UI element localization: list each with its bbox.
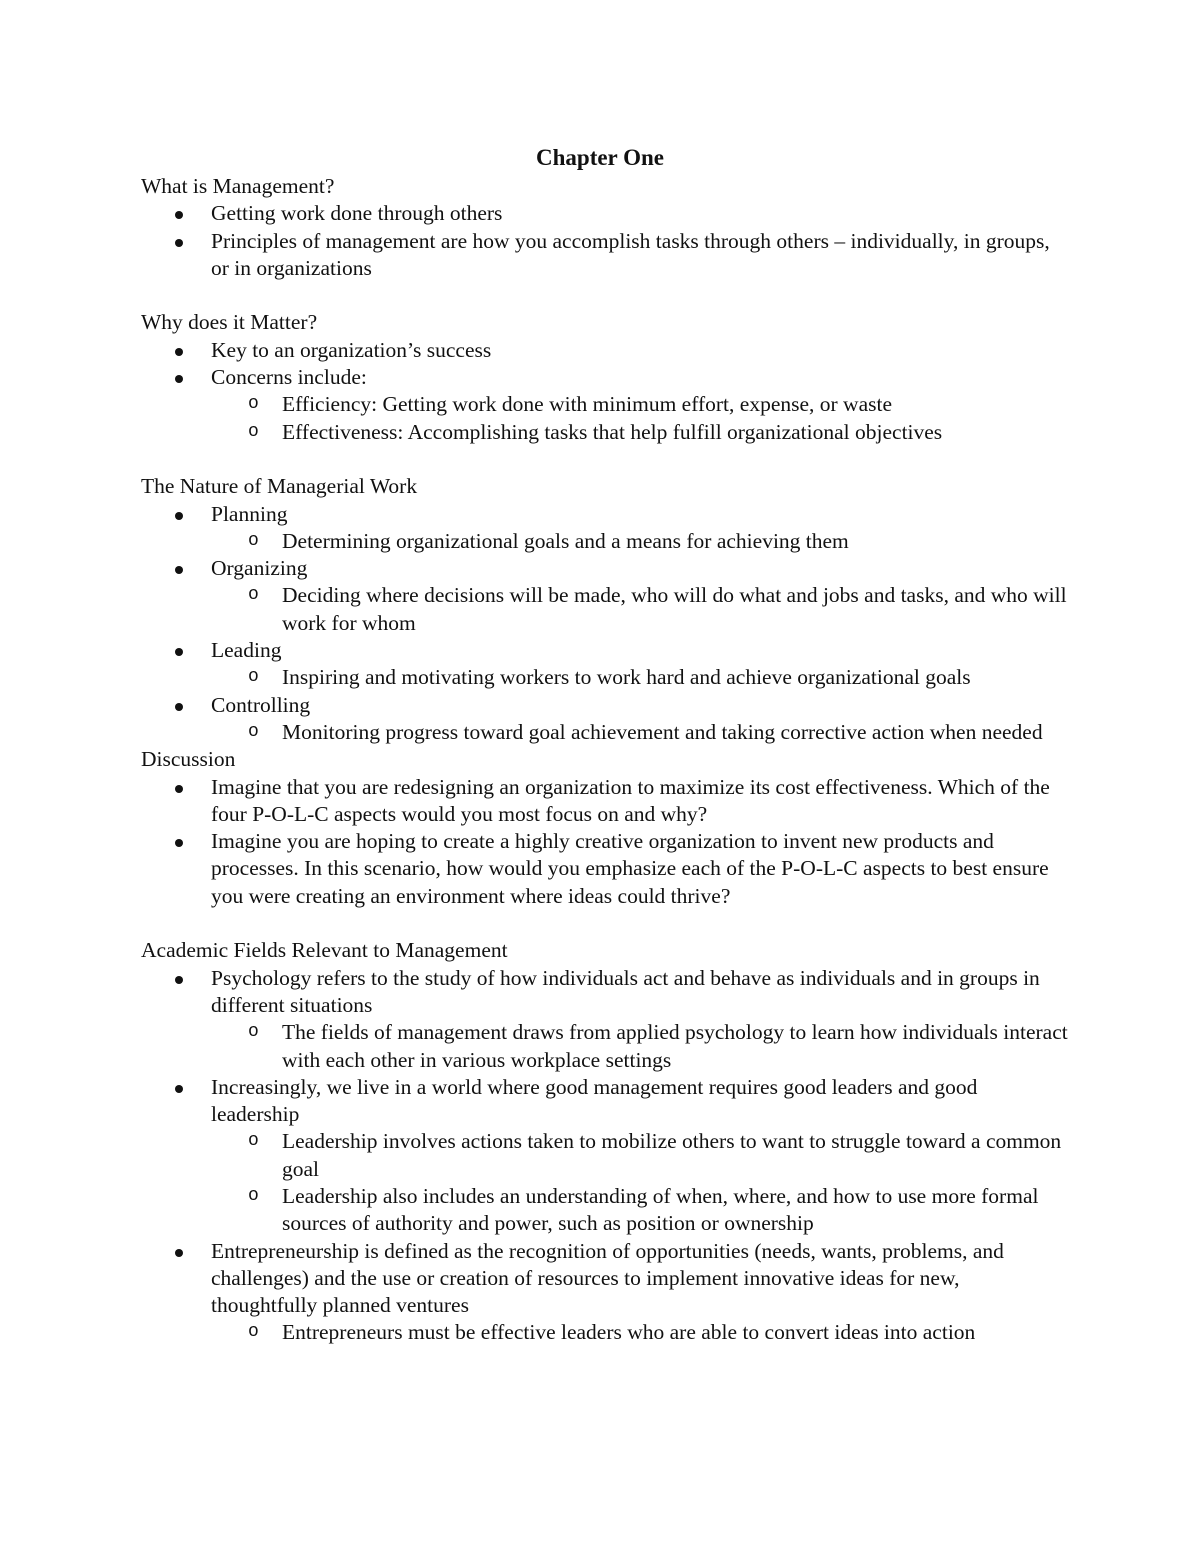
sub-list-item <box>211 1019 1071 1074</box>
sub-bullet-list <box>141 664 1071 691</box>
list-item <box>141 774 1071 829</box>
circle-bullet-icon: o <box>248 585 259 606</box>
sub-list-item-text: The fields of management draws from applied psychology to learn how individuals interact with each other in various workplace settings <box>282 1020 1068 1072</box>
list-item-text: Concerns include: <box>211 365 367 390</box>
sub-bullet-list <box>141 1019 1071 1074</box>
bullet-list <box>141 774 1071 910</box>
circle-bullet-icon: o <box>248 667 259 688</box>
sub-list-item <box>211 419 1071 446</box>
list-item <box>141 501 1071 556</box>
circle-bullet-icon: o <box>248 1131 259 1152</box>
paragraph-spacer <box>141 446 1071 473</box>
page-title: Chapter One <box>536 145 664 170</box>
bullet-icon <box>175 785 183 793</box>
sub-list-item-text: Efficiency: Getting work done with minimum effort, expense, or waste <box>282 392 893 417</box>
sub-list-item <box>211 1319 1071 1346</box>
bullet-icon <box>175 375 183 383</box>
circle-bullet-icon: o <box>248 530 259 551</box>
bullet-icon <box>175 703 183 711</box>
sub-bullet-list <box>141 1128 1071 1237</box>
list-item-text: Increasingly, we live in a world where good management requires good leaders and good leadership <box>211 1074 978 1127</box>
list-item <box>141 828 1071 910</box>
bullet-icon <box>175 839 183 847</box>
sub-bullet-list <box>141 582 1071 637</box>
bullet-icon <box>175 512 183 520</box>
bullet-list <box>141 965 1071 1347</box>
sub-list-item <box>211 1183 1071 1238</box>
section-heading: Discussion <box>141 747 236 772</box>
sub-list-item <box>211 664 1071 691</box>
sub-list-item <box>211 719 1071 746</box>
section-heading: What is Management? <box>141 174 335 198</box>
bullet-icon <box>175 348 183 356</box>
paragraph-spacer <box>141 910 1071 937</box>
list-item <box>141 1074 1071 1238</box>
bullet-list <box>141 501 1071 747</box>
bullet-icon <box>175 1249 183 1257</box>
section-heading: Academic Fields Relevant to Management <box>141 938 508 963</box>
bullet-icon <box>175 976 183 984</box>
sub-list-item <box>211 582 1071 637</box>
sub-list-item-text: Deciding where decisions will be made, who will do what and jobs and tasks, and who will work for whom <box>282 583 1067 635</box>
list-item-text: Imagine that you are redesigning an organization to maximize its cost effectiveness. Which of the four P-O-L-C aspects would you most focus on and why? <box>211 774 1050 826</box>
sub-list-item-text: Leadership also includes an understanding of when, where, and how to use more formal sources of authority and power, such as position or ownership <box>282 1183 1039 1236</box>
sub-list-item <box>211 528 1071 555</box>
list-item-text: Planning <box>211 501 288 526</box>
circle-bullet-icon: o <box>248 421 259 442</box>
sub-bullet-list <box>141 391 1071 446</box>
list-item <box>141 965 1071 1074</box>
circle-bullet-icon: o <box>248 1022 259 1043</box>
bullet-icon <box>175 648 183 656</box>
bullet-icon <box>175 1085 183 1093</box>
list-item-text: Entrepreneurship is defined as the recognition of opportunities (needs, wants, problems, and challenges) and the use or creation of resources to implement innovative ideas for new, thoughtfully planned ventures <box>211 1238 1004 1318</box>
list-item-text: Imagine you are hoping to create a highly creative organization to invent new products and processes. In this scenario, how would you emphasize each of the P-O-L-C aspects to best ensure you were creating an environment where ideas could thrive? <box>211 829 1049 908</box>
section-heading: The Nature of Managerial Work <box>141 474 418 499</box>
list-item-text: Controlling <box>211 692 311 717</box>
list-item <box>141 337 1071 364</box>
sub-list-item-text: Monitoring progress toward goal achievement and taking corrective action when needed <box>282 719 1043 744</box>
list-item <box>141 692 1071 747</box>
sub-list-item-text: Inspiring and motivating workers to work hard and achieve organizational goals <box>282 665 971 690</box>
document-page <box>141 143 1071 1347</box>
circle-bullet-icon: o <box>248 1322 259 1343</box>
sub-list-item-text: Leadership involves actions taken to mobilize others to want to struggle toward a common goal <box>282 1129 1062 1181</box>
bullet-icon <box>175 239 183 247</box>
circle-bullet-icon: o <box>248 394 259 415</box>
list-item <box>141 364 1071 446</box>
sub-list-item <box>211 1128 1071 1183</box>
sub-bullet-list <box>141 528 1071 555</box>
circle-bullet-icon: o <box>248 721 259 742</box>
list-item <box>141 637 1071 692</box>
list-item-text: Principles of management are how you accomplish tasks through others – individually, in groups, or in organizations <box>211 228 1050 280</box>
list-item <box>141 555 1071 637</box>
paragraph-spacer <box>141 282 1071 309</box>
section-heading: Why does it Matter? <box>141 310 318 335</box>
bullet-icon <box>175 211 183 219</box>
bullet-icon <box>175 566 183 574</box>
sub-list-item-text: Entrepreneurs must be effective leaders who are able to convert ideas into action <box>282 1320 976 1345</box>
list-item-text: Leading <box>211 638 282 663</box>
sub-list-item-text: Determining organizational goals and a means for achieving them <box>282 528 849 553</box>
bullet-list <box>141 200 1071 282</box>
circle-bullet-icon: o <box>248 1185 259 1206</box>
document-body <box>141 173 1071 1347</box>
list-item <box>141 200 1071 227</box>
sub-bullet-list <box>141 719 1071 746</box>
list-item <box>141 228 1071 283</box>
list-item-text: Key to an organization’s success <box>211 337 492 362</box>
list-item-text: Organizing <box>211 556 308 581</box>
sub-list-item-text: Effectiveness: Accomplishing tasks that help fulfill organizational objectives <box>282 419 943 444</box>
sub-bullet-list <box>141 1319 1071 1346</box>
sub-list-item <box>211 391 1071 418</box>
bullet-list <box>141 337 1071 446</box>
list-item-text: Psychology refers to the study of how individuals act and behave as individuals and in groups in different situations <box>211 965 1040 1017</box>
list-item-text: Getting work done through others <box>211 201 503 226</box>
list-item <box>141 1238 1071 1347</box>
